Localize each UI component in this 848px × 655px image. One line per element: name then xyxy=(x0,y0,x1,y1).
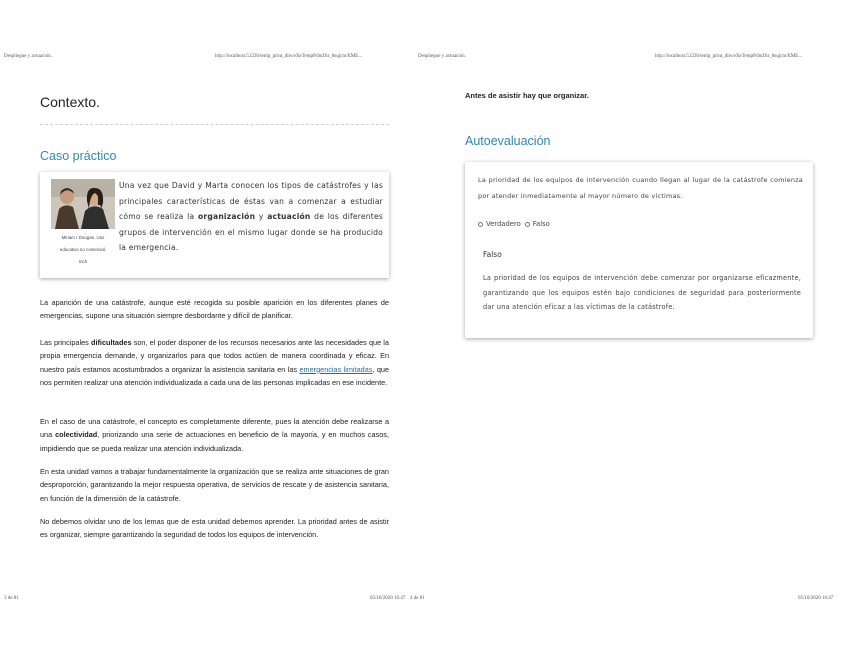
page-header-title-right: Despliegue y actuación. xyxy=(418,54,466,59)
answer-title: Falso xyxy=(483,250,502,259)
page-header-title-left: Despliegue y actuación. xyxy=(4,54,52,59)
case-study-text: Una vez que David y Marta conocen los tipos de catástrofes y las principales características de éstas van a comenzar a estudiar cómo se realiza la organización y actuación de los diferentes grupos de intervención en el mismo lugar donde se ha producido la emergencia. xyxy=(119,181,384,253)
page-header-url-right: http://localhost:51236/temp_print_dirs/eXeTempPrintDir_8sqjcm/EME... xyxy=(655,54,802,59)
self-assessment-box xyxy=(465,162,813,338)
case-study-photo xyxy=(51,179,115,229)
page-footer-date-right: 05/10/2020 16:47 xyxy=(798,596,834,601)
case-study-heading: Caso práctico xyxy=(40,149,117,163)
photo-caption: Miriam r Dougan, Uso educativo no comercial, Inch xyxy=(59,235,107,264)
question-text: La prioridad de los equipos de intervención cuando llegan al lugar de la catástrofe comienza por atender inmediatamente al mayor número de víctimas. xyxy=(478,176,803,200)
page-header-url-left: http://localhost:51236/temp_print_dirs/eXeTempPrintDir_8sqjcm/EME... xyxy=(215,54,362,59)
paragraph-3: En el caso de una catástrofe, el concepto es completamente diferente, pues la atención debe realizarse a una colectividad, priorizando una serie de actuaciones en beneficio de la mayoría, y en muchos casos, impidiendo que se pueda realizar una atención individualizada. xyxy=(40,417,389,453)
paragraph-1: La aparición de una catástrofe, aunque esté recogida su posible aparición en los diferentes planes de emergencias, supone una situación siempre desbordante y difícil de planificar. xyxy=(40,298,389,321)
paragraph-4: En esta unidad vamos a trabajar fundamentalmente la organización que se realiza ante situaciones de gran desproporción, garantizando la mejor respuesta operativa, de servicios de rescate y de asistencia sanitaria, en función de la dimensión de la catástrofe. xyxy=(40,467,389,503)
paragraph-2: Las principales dificultades son, el poder disponer de los recursos necesarios ante las necesidades que la propia emergencia demande, y organizarlos para que todos actúen de manera coordinada y eficaz. En nuestro país estamos acostumbrados a organizar la asistencia sanitaria en las emergencias limitadas, que nos permiten realizar una atención individualizada a cada una de las personas implicadas en ese incidente. xyxy=(40,338,389,388)
self-assessment-heading: Autoevaluación xyxy=(465,134,551,148)
emergencias-limitadas-link[interactable]: emergencias limitadas xyxy=(299,364,373,374)
option-false-label[interactable]: Falso xyxy=(532,220,550,228)
page-footer-date-left: 05/10/2020 16:47 xyxy=(370,596,406,601)
title-divider xyxy=(40,124,389,125)
answer-explanation: La prioridad de los equipos de intervención debe comenzar por organizarse eficazmente, garantizando que los equipos estén bajo condiciones de seguridad para posteriormente dar una atención eficaz a las víctimas de la catástrofe. xyxy=(483,274,801,312)
option-true-label[interactable]: Verdadero xyxy=(486,220,521,228)
case-study-box xyxy=(40,172,389,278)
page-title: Contexto. xyxy=(40,94,100,110)
option-true-radio[interactable] xyxy=(478,222,483,227)
answer-options xyxy=(478,220,554,228)
key-message: Antes de asistir hay que organizar. xyxy=(465,91,589,100)
paragraph-5: No debemos olvidar uno de los lemas que de esta unidad debemos aprender. La prioridad antes de asistir es organizar, siempre garantizando la seguridad de todos los equipos de intervención. xyxy=(40,517,389,540)
page-footer-number-left: 3 de 81 xyxy=(4,596,19,601)
option-false-radio[interactable] xyxy=(525,222,530,227)
page-footer-number-right: 4 de 81 xyxy=(410,596,425,601)
